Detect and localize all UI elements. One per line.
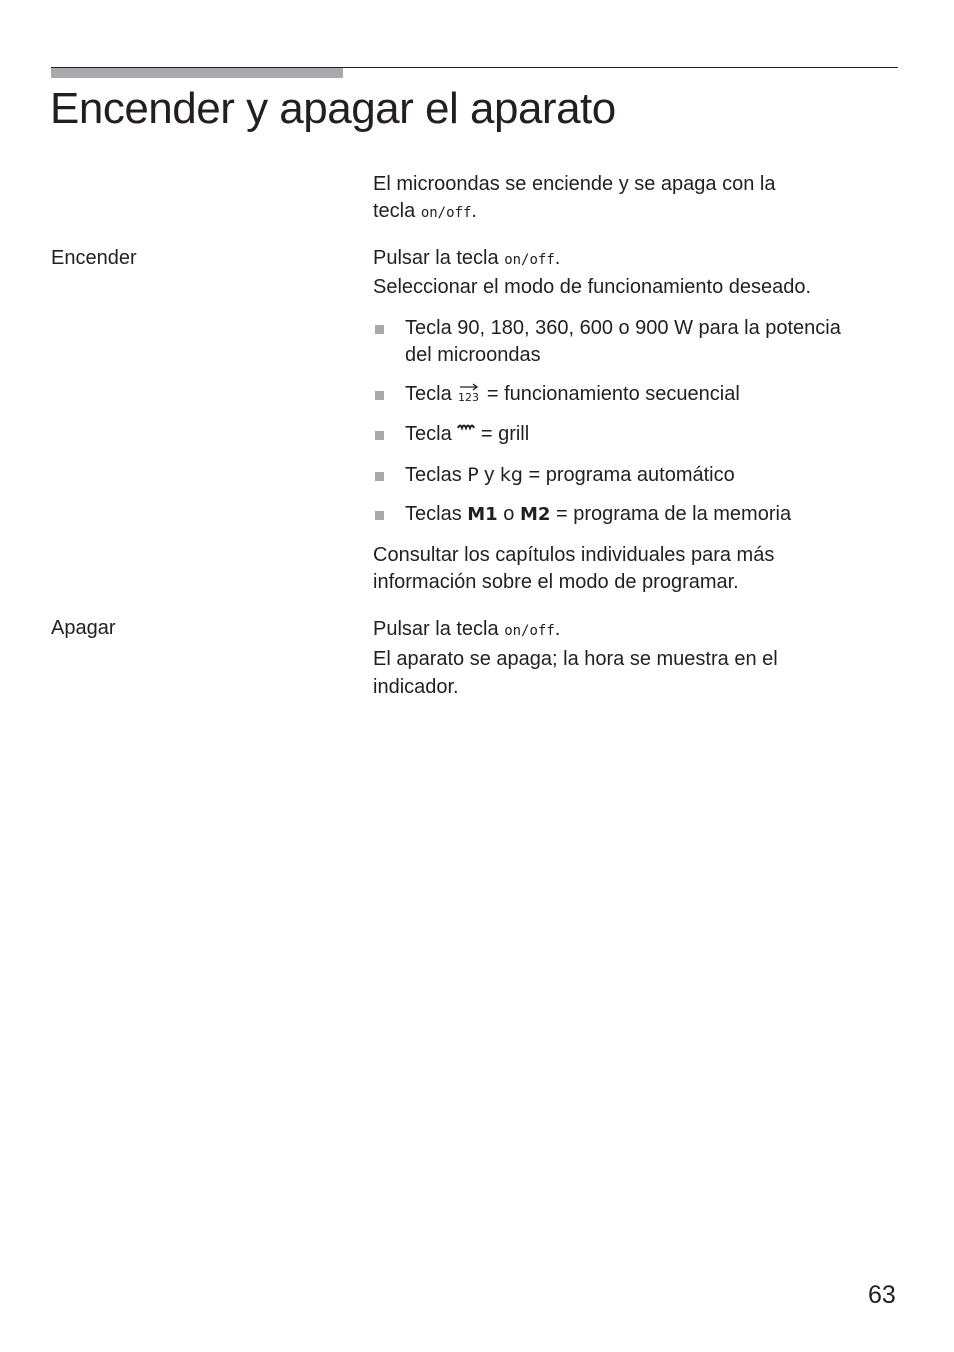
section-label-apagar: Apagar — [51, 617, 116, 639]
apagar-line-3: indicador. — [373, 676, 459, 698]
section-label-encender: Encender — [51, 247, 137, 269]
on-off-key: on/off — [504, 252, 555, 268]
on-off-key: on/off — [420, 205, 472, 221]
encender-step-1: Pulsar la tecla on/off. — [373, 247, 561, 269]
sequence-icon-label: 123 — [458, 391, 480, 404]
kg-key: kg — [499, 464, 523, 486]
encender-note-line-2: información sobre el modo de programar. — [373, 571, 739, 593]
encender-section — [373, 245, 898, 596]
apagar-line-2: El aparato se apaga; la hora se muestra en el — [373, 648, 778, 670]
list-item: Tecla = grill — [373, 421, 898, 448]
bullet-square-icon — [375, 472, 384, 481]
intro-line-1: El microondas se enciende y se apaga con la — [373, 173, 776, 195]
p-key: P — [467, 464, 479, 486]
list-item: Tecla 90, 180, 360, 600 o 900 W para la potencia del microondas — [373, 315, 898, 369]
bullet-square-icon — [375, 391, 384, 400]
apagar-step-1: Pulsar la tecla on/off. — [373, 618, 561, 640]
list-item: Teclas M1 o M2 = programa de la memoria — [373, 501, 898, 528]
m2-key: M2 — [519, 504, 551, 525]
page-number: 63 — [868, 1281, 896, 1309]
grill-icon — [457, 422, 475, 432]
bullet-square-icon — [375, 511, 384, 520]
bullet-square-icon — [375, 431, 384, 440]
list-item: Teclas P y kg = programa automático — [373, 462, 898, 489]
encender-step-2: Seleccionar el modo de funcionamiento deseado. — [373, 276, 812, 298]
on-off-key: on/off — [504, 623, 555, 639]
m1-key: M1 — [467, 504, 498, 525]
bullet-square-icon — [375, 325, 384, 334]
header-bar — [51, 68, 343, 78]
encender-note-line-1: Consultar los capítulos individuales para más — [373, 544, 775, 566]
mode-list — [373, 315, 898, 528]
sequence-arrow-123-icon — [457, 382, 481, 404]
list-item: Tecla 123 = funcionamiento secuencial — [373, 381, 898, 408]
apagar-section — [373, 615, 898, 701]
intro-line-2: tecla on/off. — [373, 200, 477, 222]
page-title: Encender y apagar el aparato — [50, 84, 616, 133]
intro-text — [373, 171, 898, 227]
